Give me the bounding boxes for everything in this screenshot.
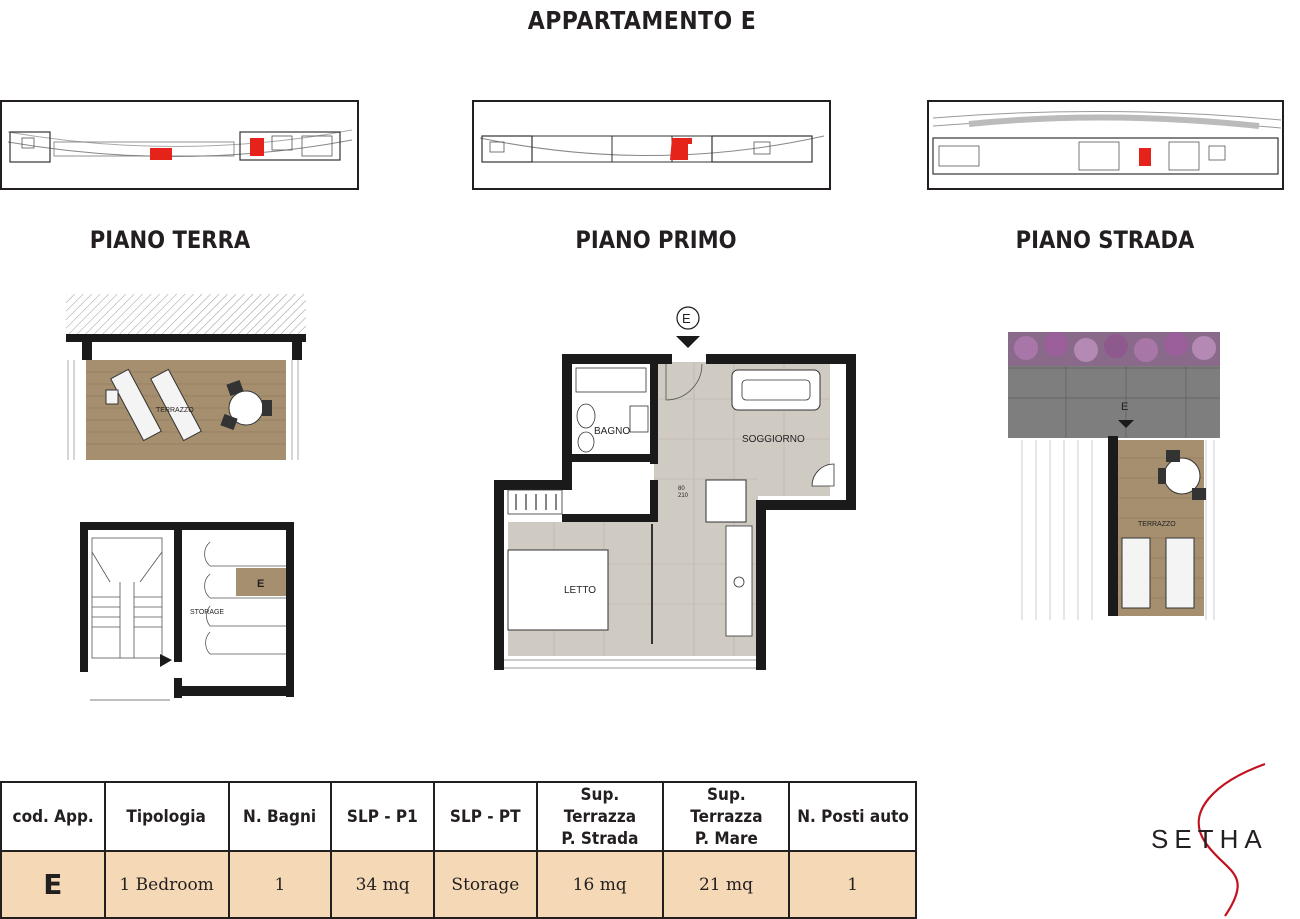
keyplan-terra-drawing [2, 102, 357, 188]
page-title: APPARTAMENTO E [527, 6, 757, 35]
keyplan-primo-drawing [474, 102, 829, 188]
plan-primo-apartment [494, 304, 858, 676]
sink-icon [630, 406, 648, 432]
header-tipologia: Tipologia [105, 782, 229, 851]
heading-piano-primo: PIANO PRIMO [575, 226, 737, 254]
planter-icon [1008, 332, 1220, 366]
toilet-icon [577, 404, 595, 428]
setha-logo [1145, 762, 1295, 918]
header-n-bagni: N. Bagni [229, 782, 332, 851]
keyplan-piano-terra [0, 100, 359, 190]
plan-terra-terrace [66, 294, 308, 464]
heading-piano-terra: PIANO TERRA [89, 226, 251, 254]
room-soggiorno: SOGGIORNO [742, 434, 805, 445]
room-bagno: BAGNO [594, 426, 631, 437]
primo-door-dim-2: 210 [678, 493, 689, 499]
stairs-icon [90, 538, 170, 700]
cell-sup-terrazza-strada: 16 mq [537, 851, 663, 918]
primo-door-dim-1: 80 [678, 486, 685, 492]
cell-cod-app: E [1, 851, 105, 918]
primo-entrance-marker: E [682, 311, 691, 326]
strada-terrace-label: TERRAZZO [1138, 521, 1176, 528]
strada-entrance-marker: E [1121, 401, 1129, 413]
keyplan-piano-strada [927, 100, 1284, 190]
header-sup-terrazza-mare: Sup. Terrazza P. Mare [663, 782, 790, 851]
cell-sup-terrazza-mare: 21 mq [663, 851, 790, 918]
header-sup-terrazza-strada: Sup. Terrazza P. Strada [537, 782, 663, 851]
header-cod-app: cod. App. [1, 782, 105, 851]
shower-icon [576, 368, 646, 392]
plan-terra-storage [80, 522, 296, 708]
keyplan-terra-highlight [150, 148, 172, 160]
logo-text: SETHA [1151, 824, 1268, 854]
cell-slp-pt: Storage [434, 851, 537, 918]
keyplan-terra-highlight-2 [250, 138, 264, 156]
specs-data-row [1, 851, 916, 918]
terra-terrace-label: TERRAZZO [156, 407, 194, 414]
specs-table [0, 781, 917, 919]
direction-arrow-icon [160, 654, 172, 667]
specs-header-row [1, 782, 916, 851]
keyplan-strada-highlight [1139, 148, 1151, 166]
keyplan-piano-primo [472, 100, 831, 190]
room-letto: LETTO [564, 585, 597, 596]
cell-slp-p1: 34 mq [331, 851, 434, 918]
storage-unit-label: E [257, 578, 265, 590]
plan-strada-terrace [1006, 328, 1222, 628]
keyplan-strada-drawing [929, 102, 1282, 188]
kitchen-counter-icon [726, 526, 752, 636]
cell-n-bagni: 1 [229, 851, 332, 918]
header-slp-pt: SLP - PT [434, 782, 537, 851]
cell-tipologia: 1 Bedroom [105, 851, 229, 918]
cell-n-posti-auto: 1 [789, 851, 916, 918]
terra-storage-label: STORAGE [190, 609, 225, 616]
heading-piano-strada: PIANO STRADA [1015, 226, 1195, 254]
dining-table-icon [706, 480, 746, 522]
header-slp-p1: SLP - P1 [331, 782, 434, 851]
keyplan-primo-highlight [670, 138, 692, 160]
header-n-posti-auto: N. Posti auto [789, 782, 916, 851]
